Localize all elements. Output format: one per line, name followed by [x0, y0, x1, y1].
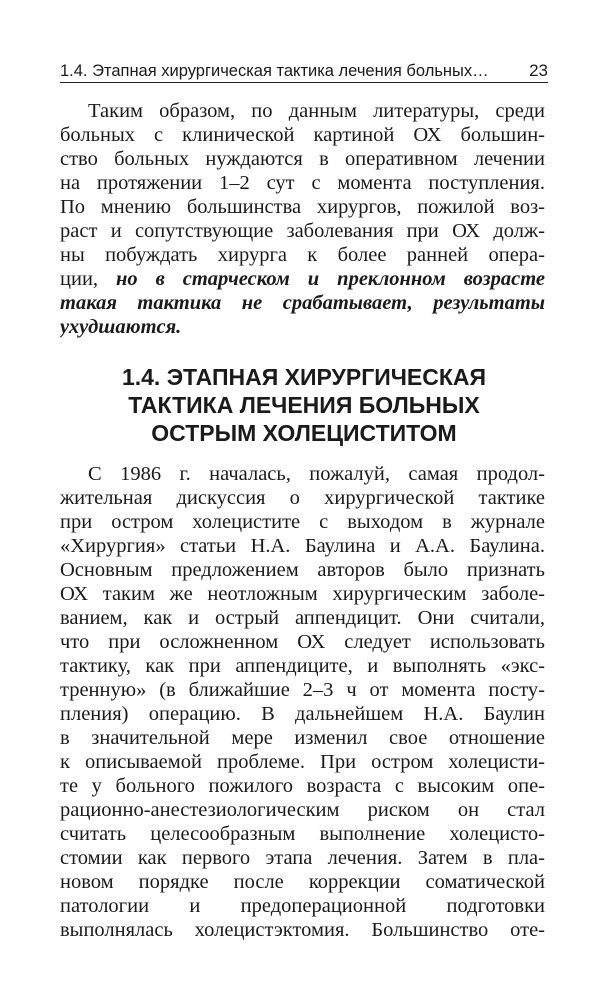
text-line: стомии как первого этапа лечения. Затем в пла-: [60, 847, 545, 869]
text-line: С 1986 г. началась, пожалуй, самая продол-: [88, 463, 545, 485]
text-line: что при осложненном ОХ следует использовать: [60, 631, 545, 653]
header-rule: [60, 82, 548, 83]
section-heading: [60, 363, 548, 447]
text-line: больных с клинической картиной ОХ большин-: [60, 124, 545, 146]
text-line: новом порядке после коррекции соматической: [60, 871, 545, 893]
text-line: Таким образом, по данным литературы, среди: [88, 100, 545, 122]
paragraph-conclusion: [60, 99, 545, 339]
emphasis-line: такая тактика не срабатывает, результаты: [60, 292, 545, 314]
text-line: при остром холецистите с выходом в журнале: [60, 511, 545, 533]
text-line: тренную» (в ближайшие 2–3 ч от момента посту-: [60, 679, 545, 701]
text-line: ОХ таким же неотложным хирургическим заболе-: [60, 583, 545, 605]
text-line: жительная дискуссия о хирургической тактике: [60, 487, 545, 509]
paragraph-discussion: [60, 462, 545, 942]
text-line: тактику, как при аппендиците, и выполнять «экс-: [60, 655, 545, 677]
running-head: [60, 55, 548, 81]
emphasis-text: но в старческом и преклонном возрасте: [116, 268, 545, 290]
text-line: [60, 267, 545, 291]
text-line: ванием, как и острый аппендицит. Они считали,: [60, 607, 545, 629]
text-line: те у больного пожилого возраста с высоким опе-: [60, 775, 545, 797]
section-heading-line: 1.4. ЭТАПНАЯ ХИРУРГИЧЕСКАЯ: [121, 364, 487, 390]
section-heading-line: ОСТРЫМ ХОЛЕЦИСТИТОМ: [151, 420, 457, 446]
text-line: выполнялась холецистэктомия. Большинство оте-: [60, 919, 545, 941]
text-line: ны побуждать хирурга к более ранней опера-: [60, 244, 545, 266]
text-line: патологии и предоперационной подготовки: [60, 895, 545, 917]
running-head-title: 1.4. Этапная хирургическая тактика лечения больных…: [60, 62, 489, 80]
text-line: Основным предложением авторов было признать: [60, 559, 545, 581]
text-line: в значительной мере изменил свое отношение: [60, 727, 545, 749]
text-line: считать целесообразным выполнение холецисто-: [60, 823, 545, 845]
emphasis-line: ухудшаются.: [60, 316, 182, 338]
text-line: раст и сопутствующие заболевания при ОХ долж-: [60, 220, 545, 242]
text-line: ство больных нуждаются в оперативном лечении: [60, 148, 545, 170]
section-heading-line: ТАКТИКА ЛЕЧЕНИЯ БОЛЬНЫХ: [128, 392, 480, 418]
text-line: пления) операцию. В дальнейшем Н.А. Баулин: [60, 703, 545, 725]
text-line: к описываемой проблеме. При остром холецисти-: [60, 751, 545, 773]
text-run: ции,: [60, 268, 117, 290]
text-line: По мнению большинства хирургов, пожилой воз-: [60, 196, 545, 218]
text-line: «Хирургия» статьи Н.А. Баулина и А.А. Баулина.: [60, 535, 545, 557]
text-line: на протяжении 1–2 сут с момента поступления.: [60, 172, 545, 194]
page-number: 23: [529, 61, 548, 80]
text-line: рационно-анестезиологическим риском он стал: [60, 799, 545, 821]
